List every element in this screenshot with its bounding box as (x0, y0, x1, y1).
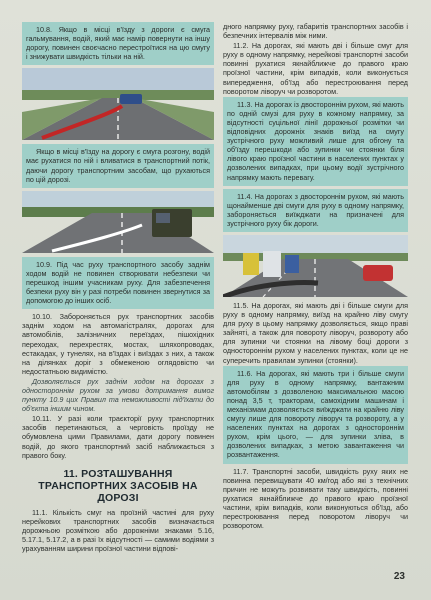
rule-10-8: 10.8. Якщо в місці в'їзду з дороги є смуга гальмування, водій, який має намір повернути на іншу дорогу, повинен своєчасно перестроїтися на цю смугу і знижувати швидкість тільки на ній. (26, 25, 210, 62)
illustration-braking-lane (22, 68, 214, 140)
rule-10-10-cont: Дозволяється рух заднім ходом на дорогах з одностороннім рухом за умови дотримання вимог пункту 10.9 цих Правил та неможливості під'їхати до об'єкта іншим чином. (22, 376, 214, 414)
section-heading: 11. РОЗТАШУВАННЯ ТРАНСПОРТНИХ ЗАСОБІВ НА ДОРОЗІ (38, 467, 198, 504)
rule-10-11: 10.11. У разі коли траєкторії руху транспортних засобів перетинаються, а черговість проїзду не обумовлена цими Правилами, дати дорогу повинен водій, до якого транспортний засіб наближається з правого боку. (22, 414, 214, 460)
rule-11-6-box (223, 366, 408, 464)
illustration-acceleration-lane (22, 191, 214, 253)
rule-10-8-cont-box (22, 144, 214, 187)
road-illustration-3 (223, 235, 408, 297)
rule-11-2: 11.2. На дорогах, які мають дві і більше смуг для руху в одному напрямку, нерейкові транспортні засоби повинні рухатися якнайближче до правого краю проїзної частини, крім випадків, коли виконується випередження, об'їзд або перестроювання перед поворотом ліворуч чи розворотом. (223, 41, 408, 96)
rule-11-3-box (223, 97, 408, 186)
left-column (22, 22, 214, 554)
road-illustration-2 (22, 191, 214, 253)
rule-10-9: 10.9. Під час руху транспортного засобу заднім ходом водій не повинен створювати небезпеки чи перешкод іншим учасникам руху. Для забезпечення безпеки руху він у разі потреби повинен звернутися за допомогою до інших осіб. (26, 259, 210, 306)
page-number: 23 (393, 571, 405, 582)
illustration-multi-lane (223, 235, 408, 297)
rule-11-6: 11.6. На дорогах, які мають три і більше смуги для руху в одному напрямку, вантажним автомобілям з дозволеною максимальною масою понад 3,5 т, тракторам, самохідним машинам і механізмам дозволяється виїжджати на крайню ліву смугу лише для повороту ліворуч та розвороту, а у населених пунктах на дорогах з одностороннім рухом, крім цього, — для зупинки зліва, в дозволених випадках, з метою завантаження чи розвантаження. (227, 368, 404, 460)
rule-11-1-cont: дного напрямку руху, габаритів транспортних засобів і безпечних інтервалів між ними. (223, 22, 408, 41)
road-illustration-1 (22, 68, 214, 140)
rule-11-4-box (223, 189, 408, 232)
rule-11-7: 11.7. Транспортні засоби, швидкість руху яких не повинна перевищувати 40 км/год або які з технічних причин не можуть розвивати таку швидкість, повинні рухатися якнайближче до правого краю проїзної частини, крім випадків, коли виконуються об'їзд, або перестроювання перед поворотом ліворуч чи розворотом. (223, 466, 408, 531)
rule-10-9-box (22, 257, 214, 309)
right-column (223, 22, 408, 531)
rule-11-4: 11.4. На дорогах з двостороннім рухом, які мають щонайменше дві смуги для руху в одному напрямку, забороняється виїжджати на призначені для зустрічного руху бік дороги. (227, 191, 404, 228)
rule-11-3: 11.3. На дорогах із двостороннім рухом, які мають по одній смузі для руху в кожному напрямку, за відсутності суцільної лінії дорожньої розмітки чи відповідних дорожніх знаків виїзд на смугу зустрічного руху можливий лише для обгону та об'їзду перешкоди або зупинки чи стоянки біля лівого краю проїзної частини в населених пунктах у дозволених випадках, при цьому водії зустрічного напрямку мають перевагу. (227, 99, 404, 182)
rule-11-1: 11.1. Кількість смуг на проїзній частині для руху нерейкових транспортних засобів визначається дорожньою розміткою або дорожніми знаками 5.16, 5.17.1, 5.17.2, а в разі їх відсутності — самими водіями з урахуванням ширини проїзної частини відпові- (22, 507, 214, 554)
rule-10-8-cont: Якщо в місці в'їзду на дорогу є смуга розгону, водій має рухатися по ній і вливатися в транспортний потік, даючи дорогу транспортним засобам, що рухаються по цій дорозі. (26, 147, 210, 184)
rule-10-10: 10.10. Забороняється рух транспортних засобів заднім ходом на автомагістралях, дорогах для автомобілів, залізничних переїздах, пішохідних переходах, перехрестях, мостах, шляхопроводах, естакадах, у тунелях, на в'їздах і виїздах з них, а також на ділянках доріг з обмеженою оглядовістю чи недостатньою видимістю. (22, 312, 214, 376)
rule-11-5: 11.5. На дорогах, які мають дві і більше смуги для руху в одному напрямку, виїзд на крайню ліву смугу для руху в цьому напрямку дозволяється, якщо праві зайняті, а також для повороту ліворуч, розвороту або для зупинки чи стоянки на лівому боці дороги з одностороннім рухом у населених пунктах, коли це не суперечить правилам зупинки (стоянки). (223, 300, 408, 365)
rule-10-8-box (22, 22, 214, 65)
